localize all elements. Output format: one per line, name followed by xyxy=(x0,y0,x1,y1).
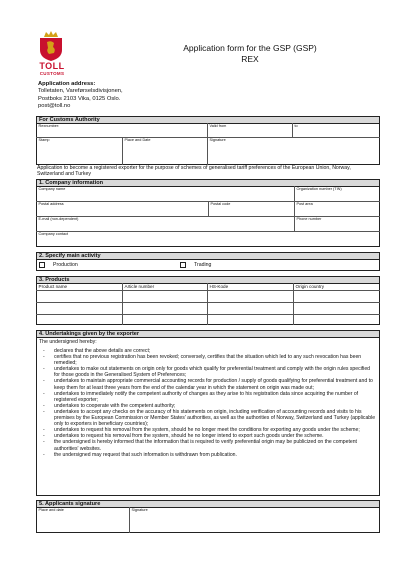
title-line-1: Application form for the GSP (GSP) xyxy=(183,43,317,53)
authority-place-date-field[interactable]: Place and Date xyxy=(124,138,151,142)
authority-signature-field[interactable]: Signature xyxy=(209,138,226,142)
col-hs-code: HS-Kode xyxy=(209,284,229,289)
phone-field[interactable]: Phone number xyxy=(296,217,322,221)
list-item: - the undersigned is hereby informed that the information that is required to verify preferential origin may be publicized on the competent authorities' websites. xyxy=(37,439,377,451)
list-item: - the undersigned may request that such information is withdrawn from publication. xyxy=(37,452,377,458)
col-article-number: Article number xyxy=(124,284,155,289)
undertakings-list xyxy=(37,348,377,458)
company-name-field[interactable]: Company name xyxy=(38,187,66,191)
list-item: - undertakes to make out statements on origin only for goods which qualify for preferential treatment and comply with the origin rules specified for those goods in the Generalised System of Preferences; xyxy=(37,366,377,378)
title-line-2: REX xyxy=(241,54,259,64)
divider xyxy=(36,216,380,217)
production-label: Production xyxy=(53,262,78,268)
address-heading: Application address: xyxy=(38,81,96,87)
undertakings-lead: The undersigned hereby: xyxy=(39,339,97,345)
divider xyxy=(207,123,208,165)
list-item: - undertakes to accept any checks on the accuracy of his statements on origin, including verification of accounting records and visits to his premises by the European Commission or Member States' authorities, as well as the authorities of Norway, Switzerland and Turkey (applicable only to exporters in beneficiary countries); xyxy=(37,409,377,427)
col-origin-country: Origin country xyxy=(295,284,325,289)
applicant-heading: 5. Applicants signature xyxy=(36,500,380,508)
trading-checkbox[interactable] xyxy=(180,262,186,268)
products-heading: 3. Products xyxy=(36,276,380,284)
list-item: - undertakes to request his removal from the system, should he no longer intend to export such goods under the scheme. xyxy=(37,433,377,439)
address-email: post@toll.no xyxy=(38,103,71,110)
company-contact-field[interactable]: Company contact xyxy=(38,232,69,236)
list-item: - undertakes to maintain appropriate commercial accounting records for production / supply of goods qualifying for preferential treatment and to keep them for at least three years from the end of the calendar year in which the statement on origin was made out; xyxy=(37,378,377,390)
postal-code-field[interactable]: Postal code xyxy=(210,202,231,206)
valid-from-field[interactable]: Valid from xyxy=(209,124,227,128)
rex-number-field[interactable]: Rexnumber: xyxy=(38,124,60,128)
logo-line-1: TOLL xyxy=(39,61,65,71)
applicant-signature-field[interactable]: Signature xyxy=(131,508,148,512)
org-number-field[interactable]: Organization number (TIN) xyxy=(296,187,342,191)
post-area-field[interactable]: Post area xyxy=(296,202,313,206)
list-item: - certifies that no previous registration has been revoked; conversely, certifies that the situation which led to any such revocation has been remedied; xyxy=(37,354,377,366)
authority-heading: For Customs Authority xyxy=(36,116,380,124)
postal-address-field[interactable]: Postal address xyxy=(38,202,64,206)
divider xyxy=(36,231,380,232)
product-rows[interactable] xyxy=(37,291,379,324)
lion-crest-icon xyxy=(34,30,68,62)
divider xyxy=(294,186,295,231)
logo-line-2: CUSTOMS xyxy=(39,71,65,76)
stamp-field[interactable]: Stamp xyxy=(38,138,50,142)
production-checkbox[interactable] xyxy=(39,262,45,268)
email-field[interactable]: E-mail (non-dependent) xyxy=(38,217,79,221)
valid-to-field[interactable]: to xyxy=(294,124,298,128)
trading-label: Trading xyxy=(194,262,212,268)
list-item: - undertakes to request his removal from the system, should he no longer meet the conditions for exporting any goods under the scheme; xyxy=(37,427,377,433)
application-address xyxy=(38,81,123,111)
applicant-place-date-field[interactable]: Place and date xyxy=(38,508,64,512)
applicant-box xyxy=(36,507,380,533)
company-heading: 1. Company information xyxy=(36,179,380,187)
activity-heading: 2. Specify main activity xyxy=(36,252,380,260)
intro-text: Application to become a registered exporter for the purpose of schemes of generalised tariff preferences of the European Union, Norway, Switzerland and Turkey xyxy=(37,165,351,178)
authority-box xyxy=(36,123,380,165)
logo-wordmark xyxy=(30,62,74,77)
address-line-2: Postboks 2103 Vika, 0125 Oslo. xyxy=(38,95,121,102)
list-item: - undertakes to immediately notify the competent authority of changes as they arise to his registration data since acquiring the number of registered exporter; xyxy=(37,391,377,403)
undertakings-heading: 4. Undertakings given by the exporter xyxy=(36,330,380,338)
address-line-1: Tolletaten, Vareførselsdivisjonen, xyxy=(38,88,123,95)
col-product-name: Product name xyxy=(38,284,68,289)
list-item: - declares that the above details are correct; xyxy=(37,348,377,354)
list-item: - undertakes to cooperate with the competent authority; xyxy=(37,403,377,409)
form-title xyxy=(170,43,330,65)
